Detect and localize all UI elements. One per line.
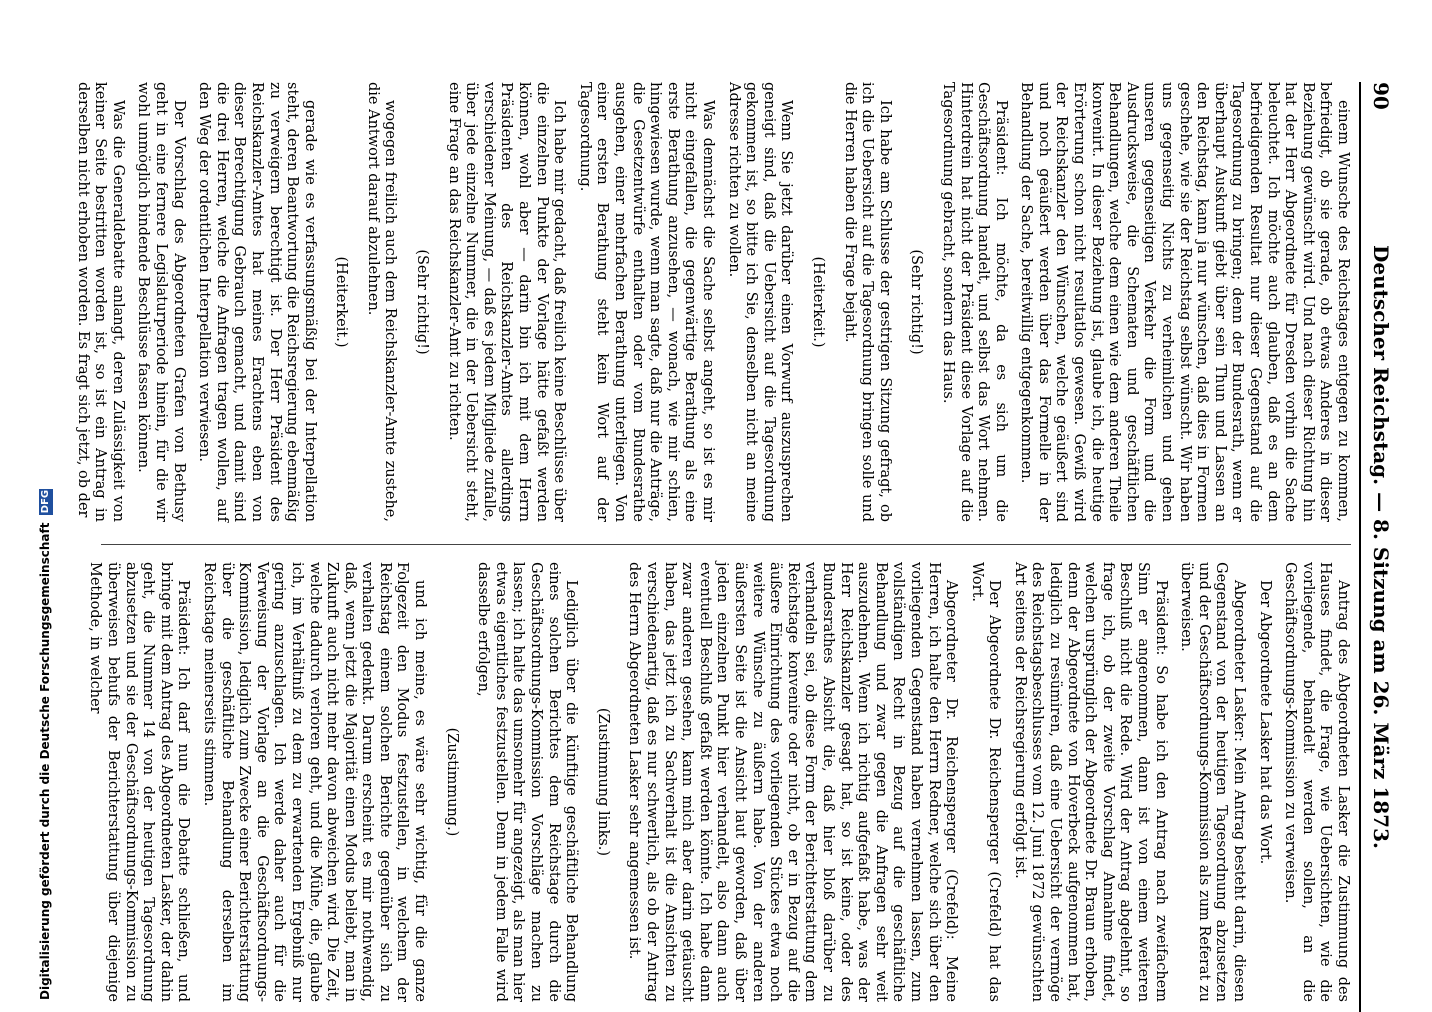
- paragraph: Präsident: Ich möchte, da es sich um die Geschäftsordnung handelt, und selbst das Wort nehmen. Hinterdrein hat nicht der Präsident diese Vorlage auf die Tagesordnung gebracht, sondern das Haus.: [939, 82, 1009, 522]
- remark: (Zustimmung links.): [594, 707, 611, 857]
- paragraph: Abgeordneter Dr. Reichensperger (Crefeld): Meine Herren, ich halte den Herrn Redner, welche sich über den vorliegenden Gegenstand haben vernehmen lassen, zum vollständigen Recht in Bezug auf die geschäftliche Behandlung und zwar gegen die Anfragen sehr weit auszudehnen. Wenn ich richtig aufgefaßt habe, was der Herr Reichskanzler gesagt hat, so ist keine, oder des Bundesrathes Absicht die, daß hier bloß darüber zu verhandeln sei, ob diese Form der Berichterstattung dem Reichstage konvenire oder nicht, ob er in Bezug auf die äußere Einrichtung des vorliegenden Stückes etwa noch weitere Wünsche zu äußern habe. Von der anderen äußersten Seite ist die Ansicht laut geworden, daß über jeden einzelnen Punkt hier verhandelt, also dann auch eventuell Beschluß gefaßt werden könnte. Ich habe dann zwar anderen gesehen, kann mich aber darin getäuscht haben, das jetzt ich zu Sachverhalt ist die Ansichten zu verschiedenartig, daß es nur schwerlich, als ob der Antrag des Herrn Abgeordneten Lasker sehr angemessen ist.: [626, 562, 960, 1002]
- remark: (Sehr richtig!): [414, 249, 431, 355]
- paragraph: Präsident: Ich darf nun die Debatte schließen, und bringe mit dem Antrag des Abgeordneten Lasker, der dahin geht, die Nummer 14 von der heutigen Tagesordnung abzusetzen und sie der Geschäftsordnungs-Kommission zu überweisen behufs der Berichterstattung über diejenige Methode, in welcher: [87, 562, 192, 1002]
- dfg-logo: DFG: [39, 489, 51, 514]
- paragraph: Lediglich über die künftige geschäftliche Behandlung eines solchen Berichtes dem Reichstage durch die Geschäftsordnungs-Kommission Vorschläge machen zu lassen; ich halte das umsomehr für angezeigt, als man hier etwas eigentliches festzustellen. Denn in jedem Falle wird dasselbe erfolgen,: [475, 562, 580, 1002]
- remark: (Sehr richtig!): [908, 249, 925, 355]
- remark: (Heiterkeit.): [809, 256, 826, 348]
- footer-text: Digitalisierung gefördert durch die Deutsche Forschungsgemeinschaft: [38, 522, 52, 1000]
- paragraph: Antrag des Abgeordneten Lasker die Zustimmung des Hauses findet, die Frage, wie Uebersichten, wie die vorliegende, behandelt werden sollen, an die Geschäftsordnungs-Kommission zu verweisen.: [1282, 562, 1351, 1002]
- paragraph: wogegen freilich auch dem Reichskanzler-Amte zustehe, die Antwort darauf abzulehnen.: [364, 82, 399, 522]
- column-divider: [101, 544, 1351, 545]
- page-header: [1367, 82, 1395, 1012]
- remark: (Heiterkeit.): [333, 256, 350, 348]
- right-column: [87, 562, 1351, 1002]
- paragraph: Was die Generaldebatte anlangt, deren Zulässigkeit von keiner Seite bestritten worden ist, so ist ein Antrag in derselben nicht erhoben worden. Es fragt sich jetzt, ob der: [74, 82, 126, 522]
- paragraph: Präsident: So habe ich den Antrag nach zweifachem Sinn er angenommen, dann ist von einem weiteren Beschluß nicht die Rede. Wird der Antrag abgelehnt, so frage ich, ob der zweite Vorschlag Annahme findet, welchen ursprünglich der Abgeordnete Dr. Braun erhoben, denn der Abgeordnete von Hoverbeck aufgenommen hat, lediglich zu resümiren, daß eine Uebersicht der vermöge des Reichstagsbeschlusses vom 12. Juni 1872 gewünschten Art seitens der Reichsregierung erfolgt ist.: [1011, 562, 1169, 1002]
- remark: (Zustimmung.): [443, 727, 460, 837]
- digitization-footer: [36, 10, 54, 1000]
- paragraph: Abgeordneter Lasker: Mein Antrag besteht darin, diesen Gegenstand von der heutigen Tagesordnung abzusetzen und der Geschäftsordnungs-Kommission als zum Referat zu überweisen.: [1178, 562, 1248, 1002]
- paragraph: und ich meine, es wäre sehr wichtig, für die ganze Folgezeit den Modus festzustellen, in welchem der Reichstag einem solchen Berichte gegenüber sich zu verhalten gedenkt. Darum erscheint es mir nothwendig, daß, wenn jetzt die Majorität einen Modus beliebt, man in Zukunft auch nicht mehr davon abweichen wird. Die Zeit, welche dadurch verloren geht, und die Mühe, die, glaube ich, im Verhältniß zu dem zu erwartenden Ergebniß nur gering anzuschlagen. Ich werde daher auch für die Verweisung der Vorlage an die Geschäftsordnungs-Kommission, lediglich zum Zwecke einer Berichterstattung über die geschäftliche Behandlung derselben im Reichstage meinerseits stimmen.: [200, 562, 429, 1002]
- page-title: Deutscher Reichstag. — 8. Sitzung am 26. März 1873.: [1369, 245, 1393, 849]
- paragraph: Der Abgeordnete Dr. Reichensperger (Crefeld) hat das Wort.: [968, 562, 1003, 1002]
- paragraph: gerade wie es verfassungsmäßig bei der Interpellation steht, deren Beantwortung die Reichsregierung ebenmäßig zu verweigern berechtigt ist. Der Herr Präsident des Reichskanzler-Amtes hat meines Erachtens eben von dieser Berechtigung Gebrauch gemacht, und damit sind die drei Herren, welche die Anfragen tragen wollen, auf den Weg der ordentlichen Interpellation verwiesen.: [196, 82, 318, 522]
- left-column: [74, 82, 1351, 522]
- paragraph: Was demnächst die Sache selbst angeht, so ist es mir nicht eingefallen, die gegenwärtige Berathung als eine erste Berathung anzusehen, — wonach, wie mir schien, hingewiesen wurde, wenn man sagte, daß nur die Anträge, die Gesetzentwürfe enthalten oder vom Bundesrathe ausgehen, einer mehrfachen Berathung unterliegen. Von einer ersten Berathung steht kein Wort auf der Tagesordnung.: [576, 82, 716, 522]
- paragraph: einem Wunsche des Reichstages entgegen zu kommen, befriedigt, ob sie gerade, ob etwas Anderes in dieser Beziehung gewünscht wird. Und nach dieser Richtung hin hat der Herr Abgeordnete für Dresden vorhin die Sache beleuchtet. Ich möchte auch glauben, daß es an dem befriedigenden Resultat nur dieser Gegenstand auf die Tagesordnung zu bringen; denn der Bundesrath, wenn er überhaupt Auskunft giebt über sein Thun und Lassen an den Reichstag, kann ja nur wünschen, daß dies in Formen geschehe, wie sie der Reichstag selbst wünscht. Wir haben uns gegenseitig Nichts zu verheimlichen und gehen unseren gegenseitigen Verkehr die Form und die Ausdrucksweise, die Schematen und geschäftlichen Behandlungen, welche dem einen wie dem anderen Theile konvenirt. In dieser Beziehung ist, glaube ich, die heutige Erörterung schon nicht resultatlos gewesen. Gewiß wird der Reichskanzler den Wünschen, welche geäußert sind und noch geäußert werden über das Formelle in der Behandlung der Sache, bereitwillig entgegenkommen.: [1018, 82, 1351, 522]
- page-number: 90: [1369, 82, 1393, 110]
- paragraph: Wenn Sie jetzt darüber einen Vorwurf auszusprechen geneigt sind, daß die Uebersicht auf die Tagesordnung gekommen ist, so bitte ich Sie, denselben nicht an meine Adresse richten zu wollen.: [725, 82, 795, 522]
- paragraph: Ich habe am Schlusse der gestrigen Sitzung gefragt, ob ich die Uebersicht auf die Tagesordnung bringen solle und die Herren haben die Frage bejaht.: [841, 82, 893, 522]
- paragraph: Ich habe mir gedacht, daß freilich keine Beschlüsse über die einzelnen Punkte der Vorlage hätte gefaßt werden können, wohl aber — darin bin ich mit dem Herrn Präsidenten des Reichskanzler-Amtes allerdings verschiedener Meinung, — daß es jedem Mitgliede zufalle, über jede einzelne Nummer, die in der Uebersicht steht, eine Frage an das Reichskanzler-Amt zu richten.: [445, 82, 568, 522]
- rotated-page: [74, 82, 1395, 1012]
- paragraph: Der Vorschlag des Abgeordneten Grafen von Bethusy geht in eine fernere Legislaturperiode hinein, für die wir wohl unmöglich bindende Beschlüsse fassen können.: [135, 82, 187, 522]
- paragraph: Der Abgeordnete Lasker hat das Wort.: [1256, 580, 1273, 865]
- header-rule: [1359, 82, 1361, 1012]
